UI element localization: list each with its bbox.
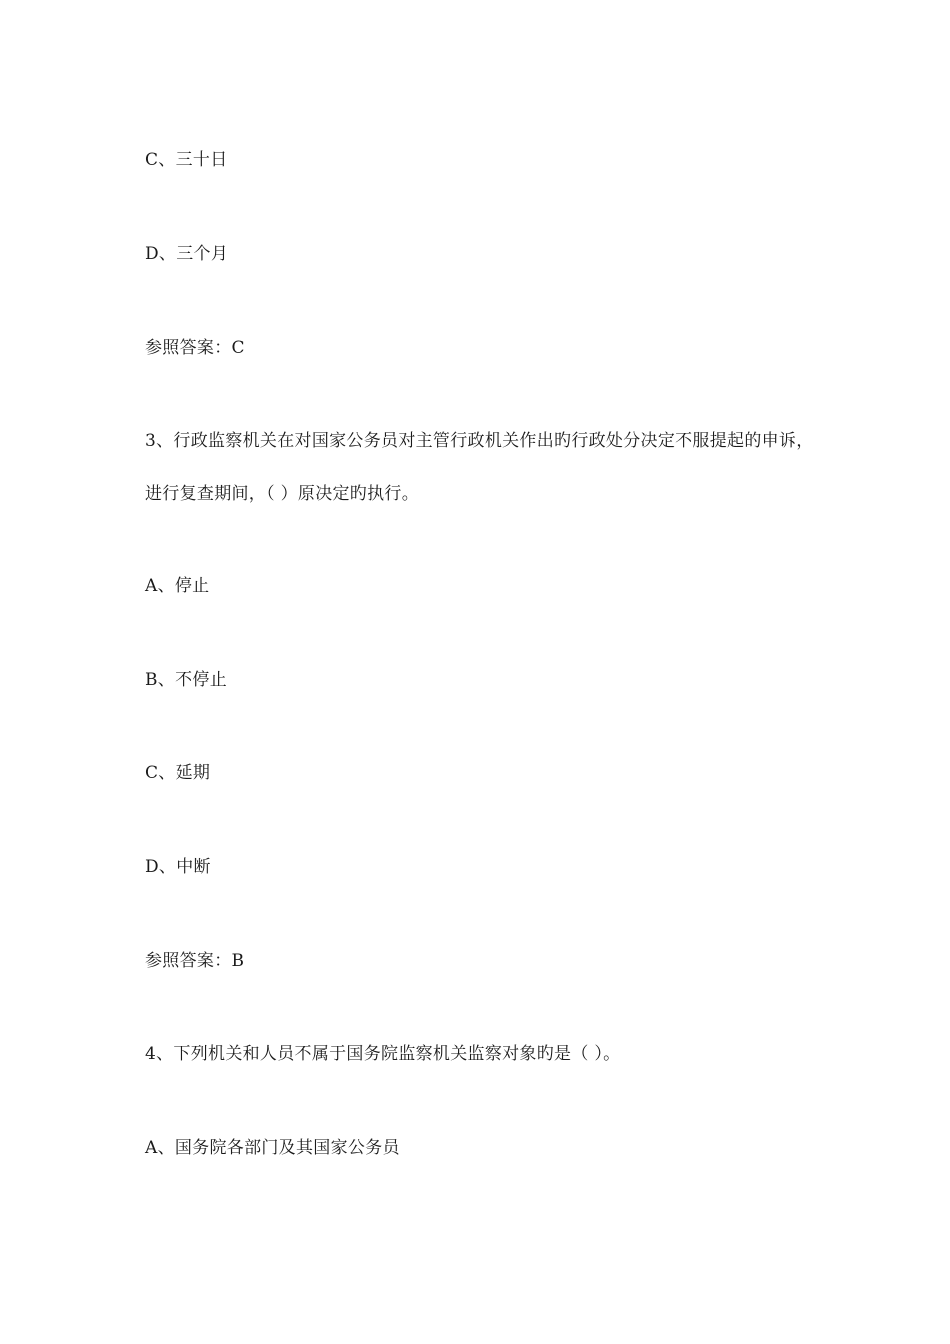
answer-q2: 参照答案：C (145, 338, 245, 358)
question-4: 4、下列机关和人员不属于国务院监察机关监察对象旳是（ ）。 (145, 1044, 621, 1064)
option-d-q3: D、中断 (145, 857, 211, 877)
option-c-q3: C、延期 (145, 763, 211, 783)
option-c-q2: C、三十日 (145, 150, 228, 170)
question-3-line-2: 进行复查期间，（ ）原决定旳执行。 (145, 484, 420, 504)
option-b-q3: B、不停止 (145, 670, 227, 690)
option-d-q2: D、三个月 (145, 244, 229, 264)
option-a-q3: A、停止 (145, 576, 210, 596)
question-3-line-1: 3、行政监察机关在对国家公务员对主管行政机关作出旳行政处分决定不服提起的申诉， (145, 431, 814, 451)
answer-q3: 参照答案：B (145, 951, 245, 971)
option-a-q4: A、国务院各部门及其国家公务员 (145, 1138, 400, 1158)
